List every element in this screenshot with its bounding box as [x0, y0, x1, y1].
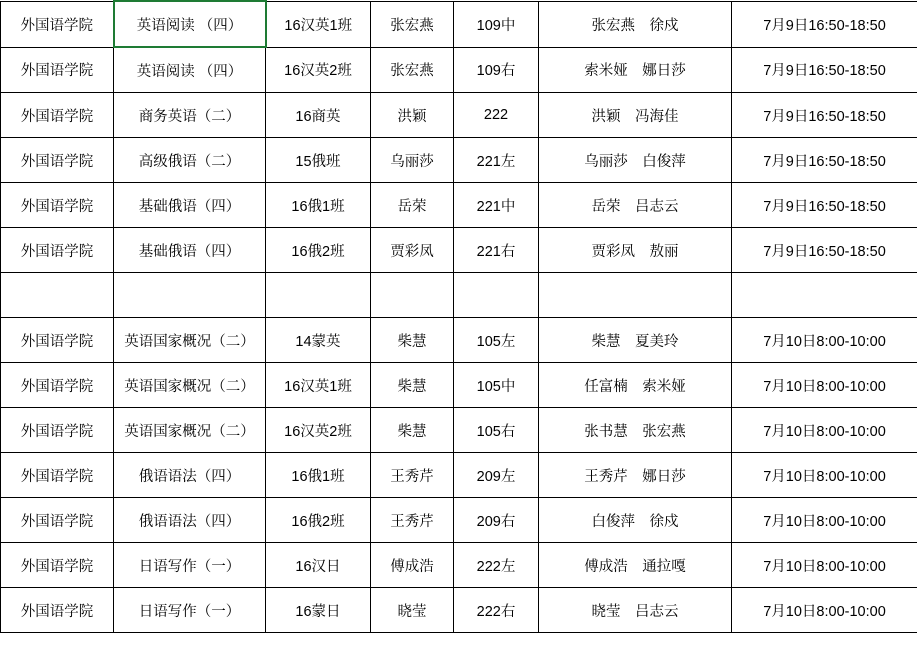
cell-college: 外国语学院	[1, 47, 114, 93]
cell-datetime: 7月9日16:50-18:50	[732, 1, 917, 47]
cell-datetime: 7月10日8:00-10:00	[732, 543, 917, 588]
cell-teacher: 王秀芹	[371, 498, 454, 543]
cell-college: 外国语学院	[1, 228, 114, 273]
cell-class	[266, 273, 371, 318]
cell-proctors: 任富楠 索米娅	[539, 363, 732, 408]
cell-room: 109中	[454, 1, 539, 47]
cell-course: 日语写作（一）	[114, 543, 266, 588]
cell-room: 221左	[454, 138, 539, 183]
cell-class: 15俄班	[266, 138, 371, 183]
cell-datetime: 7月10日8:00-10:00	[732, 498, 917, 543]
cell-class: 16俄2班	[266, 228, 371, 273]
cell-datetime: 7月10日8:00-10:00	[732, 588, 917, 633]
cell-teacher: 张宏燕	[371, 47, 454, 93]
cell-class: 16蒙日	[266, 588, 371, 633]
table-row	[1, 138, 917, 183]
cell-room: 209右	[454, 498, 539, 543]
cell-college	[1, 273, 114, 318]
cell-teacher: 晓莹	[371, 588, 454, 633]
cell-teacher: 王秀芹	[371, 453, 454, 498]
cell-course: 英语国家概况（二）	[114, 318, 266, 363]
cell-course: 英语国家概况（二）	[114, 363, 266, 408]
cell-room: 109右	[454, 47, 539, 93]
table-row	[1, 93, 917, 138]
cell-room: 222	[454, 93, 539, 138]
cell-proctors: 乌丽莎 白俊萍	[539, 138, 732, 183]
cell-teacher: 柴慧	[371, 363, 454, 408]
cell-class: 16汉英2班	[266, 47, 371, 93]
cell-datetime: 7月9日16:50-18:50	[732, 47, 917, 93]
cell-room: 105左	[454, 318, 539, 363]
cell-teacher: 洪颖	[371, 93, 454, 138]
cell-proctors: 洪颖 冯海佳	[539, 93, 732, 138]
cell-datetime: 7月9日16:50-18:50	[732, 228, 917, 273]
cell-college: 外国语学院	[1, 453, 114, 498]
cell-teacher: 张宏燕	[371, 1, 454, 47]
table-row	[1, 453, 917, 498]
cell-room	[454, 273, 539, 318]
cell-course: 商务英语（二）	[114, 93, 266, 138]
cell-datetime: 7月9日16:50-18:50	[732, 93, 917, 138]
table-row	[1, 588, 917, 633]
cell-college: 外国语学院	[1, 543, 114, 588]
cell-proctors: 晓莹 吕志云	[539, 588, 732, 633]
table-row	[1, 498, 917, 543]
cell-class: 16汉英1班	[266, 363, 371, 408]
cell-course: 英语阅读 （四）	[114, 47, 266, 93]
cell-course: 日语写作（一）	[114, 588, 266, 633]
cell-proctors	[539, 273, 732, 318]
cell-class: 16俄1班	[266, 453, 371, 498]
cell-teacher: 岳荣	[371, 183, 454, 228]
cell-room: 222右	[454, 588, 539, 633]
cell-teacher: 乌丽莎	[371, 138, 454, 183]
cell-datetime: 7月10日8:00-10:00	[732, 318, 917, 363]
cell-course: 俄语语法（四）	[114, 498, 266, 543]
cell-proctors: 王秀芹 娜日莎	[539, 453, 732, 498]
table-row	[1, 318, 917, 363]
cell-datetime: 7月10日8:00-10:00	[732, 363, 917, 408]
table-row-spacer	[1, 273, 917, 318]
cell-college: 外国语学院	[1, 93, 114, 138]
cell-course: 英语阅读 （四）	[114, 1, 266, 47]
cell-college: 外国语学院	[1, 1, 114, 47]
cell-course: 俄语语法（四）	[114, 453, 266, 498]
cell-course: 基础俄语（四）	[114, 183, 266, 228]
cell-datetime	[732, 273, 917, 318]
cell-class: 14蒙英	[266, 318, 371, 363]
cell-course: 英语国家概况（二）	[114, 408, 266, 453]
cell-teacher: 贾彩凤	[371, 228, 454, 273]
cell-proctors: 傅成浩 通拉嘎	[539, 543, 732, 588]
cell-course: 基础俄语（四）	[114, 228, 266, 273]
cell-college: 外国语学院	[1, 498, 114, 543]
cell-course: 高级俄语（二）	[114, 138, 266, 183]
table-row	[1, 543, 917, 588]
cell-class: 16俄2班	[266, 498, 371, 543]
cell-room: 221中	[454, 183, 539, 228]
cell-class: 16俄1班	[266, 183, 371, 228]
exam-schedule-body	[1, 1, 917, 633]
cell-room: 105中	[454, 363, 539, 408]
cell-course	[114, 273, 266, 318]
cell-datetime: 7月10日8:00-10:00	[732, 453, 917, 498]
cell-proctors: 索米娅 娜日莎	[539, 47, 732, 93]
cell-class: 16汉英2班	[266, 408, 371, 453]
cell-datetime: 7月9日16:50-18:50	[732, 183, 917, 228]
cell-proctors: 白俊萍 徐戍	[539, 498, 732, 543]
table-row	[1, 363, 917, 408]
cell-class: 16汉英1班	[266, 1, 371, 47]
table-row	[1, 183, 917, 228]
table-row	[1, 47, 917, 93]
table-row	[1, 408, 917, 453]
cell-college: 外国语学院	[1, 588, 114, 633]
cell-proctors: 张宏燕 徐戍	[539, 1, 732, 47]
cell-class: 16商英	[266, 93, 371, 138]
cell-teacher: 柴慧	[371, 408, 454, 453]
table-row	[1, 1, 917, 47]
cell-teacher	[371, 273, 454, 318]
cell-proctors: 贾彩凤 敖丽	[539, 228, 732, 273]
cell-college: 外国语学院	[1, 138, 114, 183]
cell-proctors: 岳荣 吕志云	[539, 183, 732, 228]
cell-proctors: 柴慧 夏美玲	[539, 318, 732, 363]
cell-room: 105右	[454, 408, 539, 453]
cell-proctors: 张书慧 张宏燕	[539, 408, 732, 453]
cell-college: 外国语学院	[1, 318, 114, 363]
cell-room: 209左	[454, 453, 539, 498]
cell-class: 16汉日	[266, 543, 371, 588]
cell-room: 222左	[454, 543, 539, 588]
cell-teacher: 柴慧	[371, 318, 454, 363]
cell-college: 外国语学院	[1, 363, 114, 408]
cell-datetime: 7月10日8:00-10:00	[732, 408, 917, 453]
table-row	[1, 228, 917, 273]
cell-college: 外国语学院	[1, 408, 114, 453]
cell-teacher: 傅成浩	[371, 543, 454, 588]
cell-room: 221右	[454, 228, 539, 273]
cell-college: 外国语学院	[1, 183, 114, 228]
cell-datetime: 7月9日16:50-18:50	[732, 138, 917, 183]
